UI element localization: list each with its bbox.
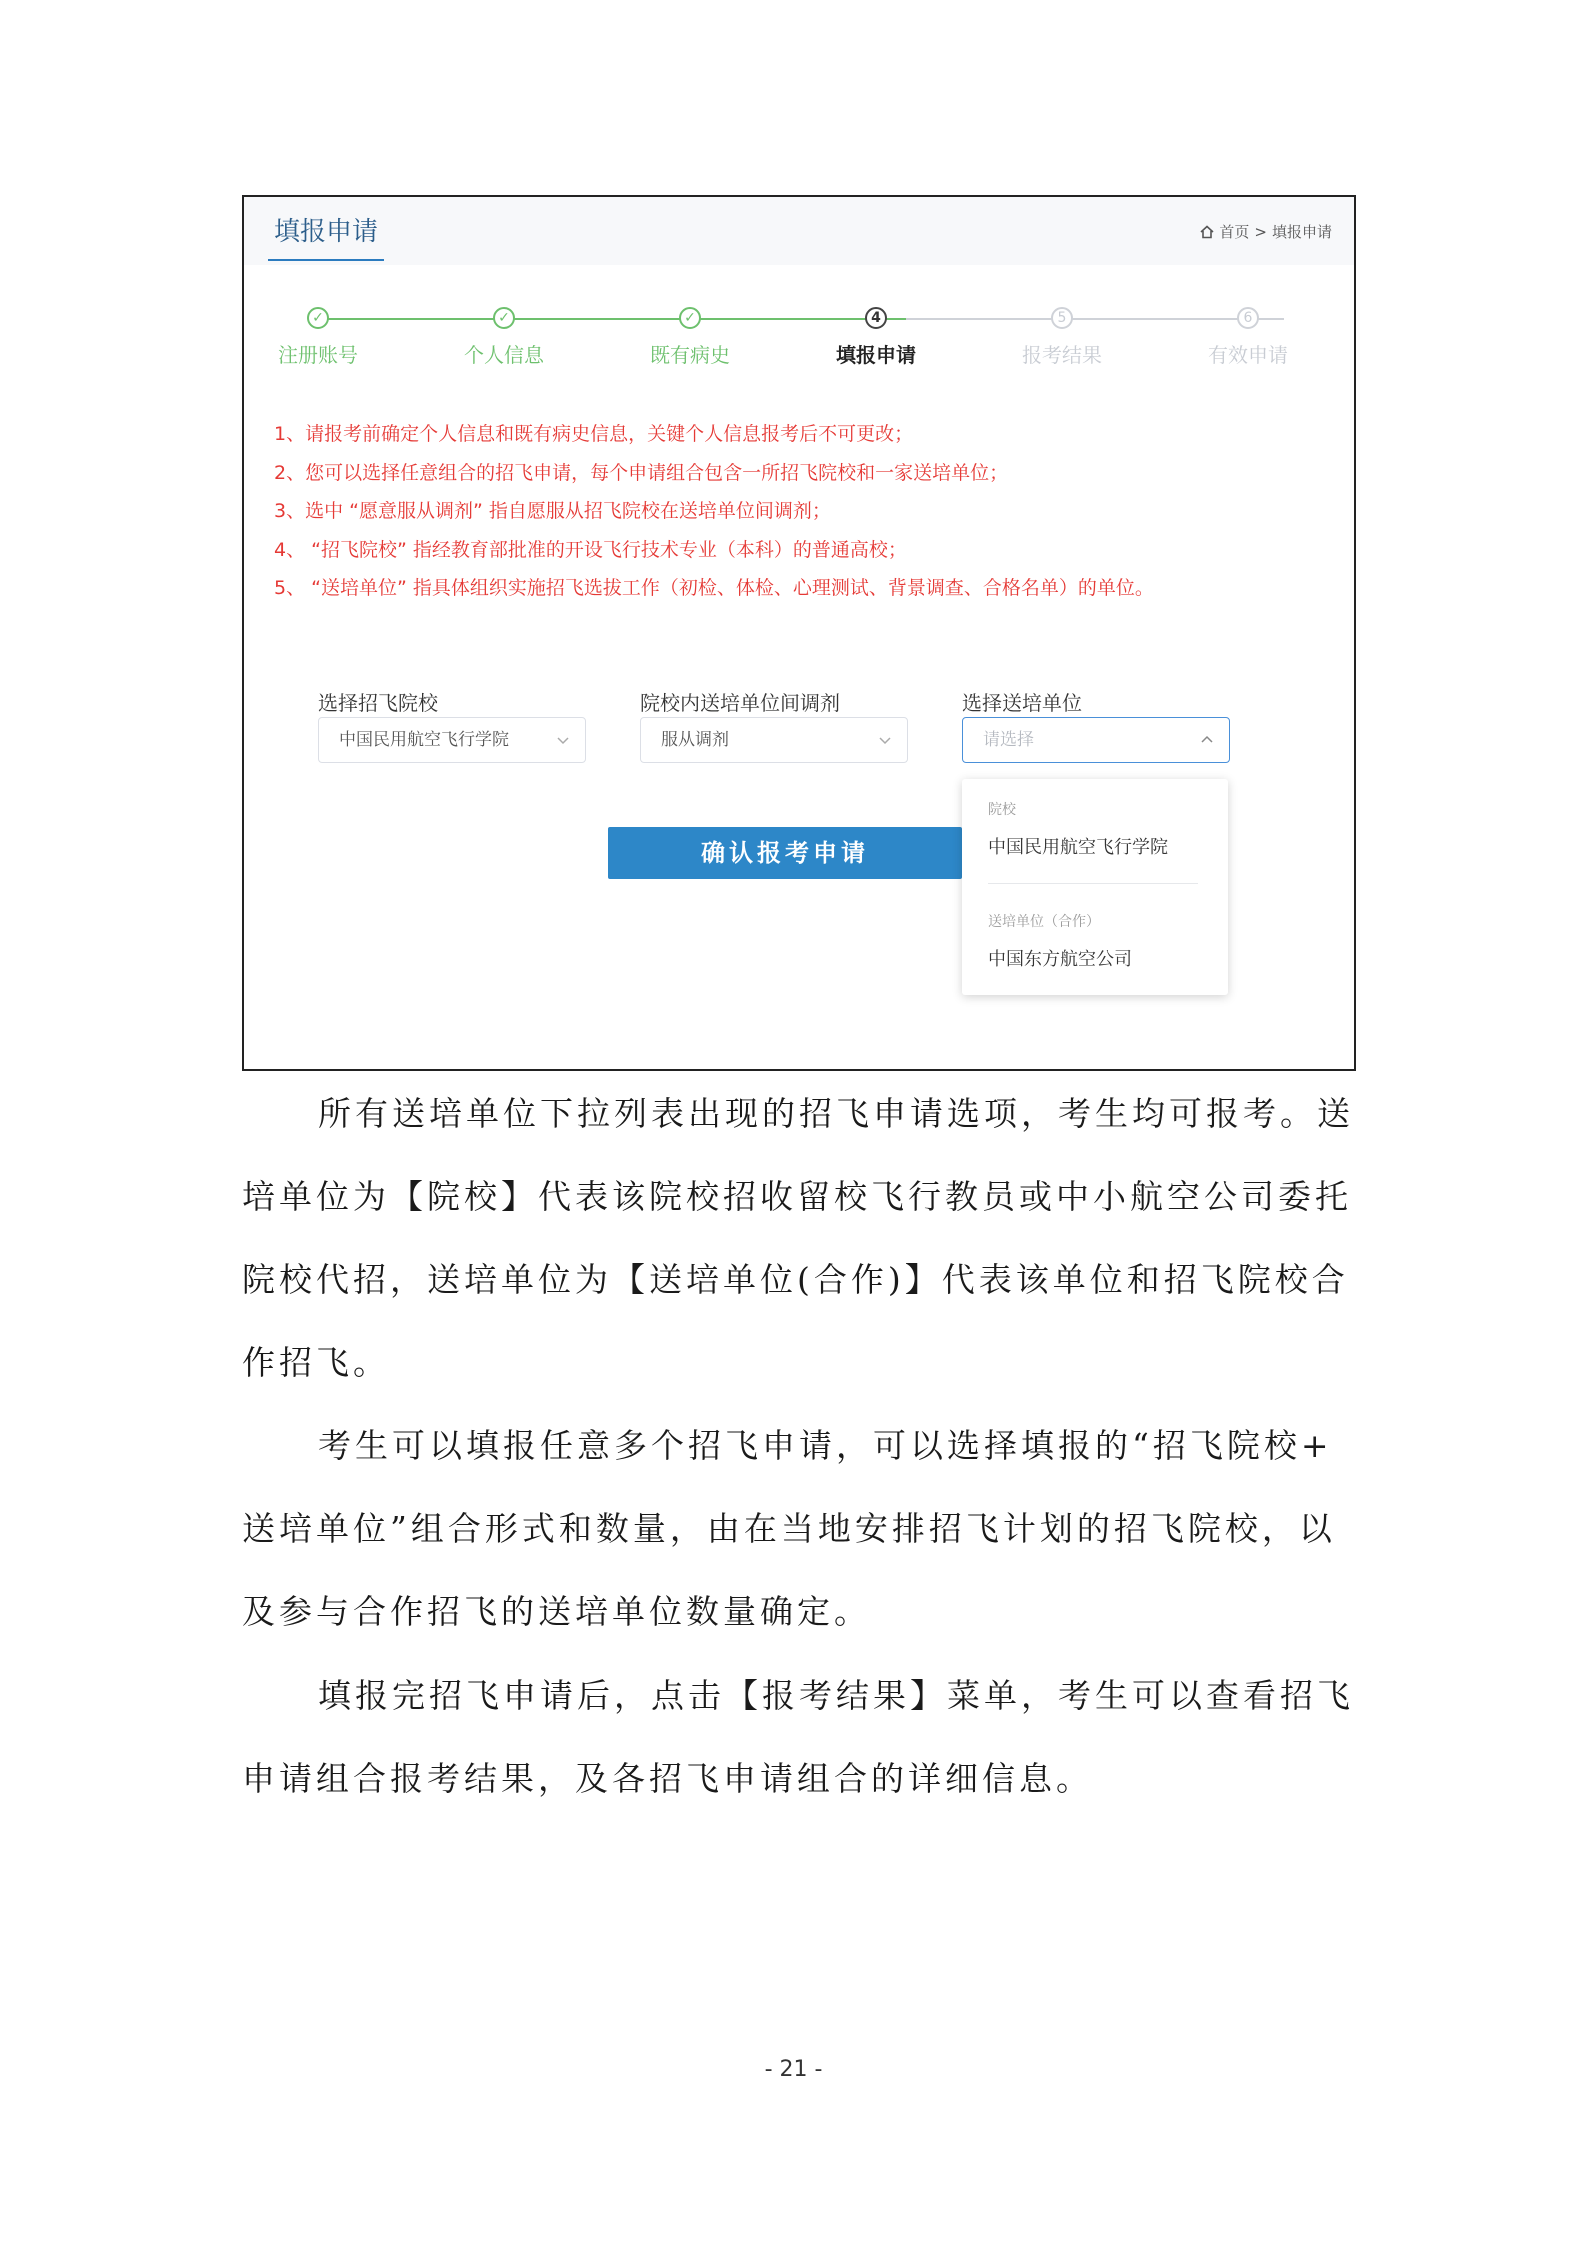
dropdown-divider: [988, 883, 1198, 884]
unit-select[interactable]: [962, 717, 1230, 763]
adjust-label: 院校内送培单位间调剂: [640, 691, 840, 715]
page-title: 填报申请: [274, 217, 379, 247]
paragraph-line: 申请组合报考结果，及各招飞申请组合的详细信息。: [242, 1759, 1093, 1798]
breadcrumb: [1200, 221, 1332, 242]
step-number: 6: [1237, 307, 1259, 329]
step-1: [248, 307, 388, 368]
unit-label: 选择送培单位: [962, 691, 1082, 715]
step-5: [992, 307, 1132, 368]
dropdown-group-unit: 送培单位（合作）: [988, 914, 1100, 930]
paragraph-line: 填报完招飞申请后，点击【报考结果】菜单，考生可以查看招飞: [318, 1676, 1354, 1715]
chevron-down-icon: [877, 732, 893, 748]
step-label: 有效申请: [1208, 343, 1288, 367]
check-icon: ✓: [493, 307, 515, 329]
step-label: 既有病史: [650, 343, 730, 367]
step-label: 报考结果: [1022, 343, 1102, 367]
paragraph-line: 考生可以填报任意多个招飞申请，可以选择填报的“招飞院校+: [318, 1426, 1333, 1465]
paragraph-1: [242, 1072, 1356, 1404]
step-6: [1178, 307, 1318, 368]
paragraph-line: 作招飞。: [242, 1343, 390, 1382]
breadcrumb-current: 填报申请: [1271, 223, 1332, 241]
step-2: [434, 307, 574, 368]
embedded-screenshot: [242, 195, 1356, 1071]
step-number: 5: [1051, 307, 1073, 329]
note-item: 5、 “送培单位” 指具体组织实施招飞选拔工作（初检、体检、心理测试、背景调查、合格名单）的单位。: [274, 577, 1154, 599]
confirm-apply-button[interactable]: 确认报考申请: [608, 827, 962, 879]
paragraph-line: 院校代招，送培单位为【送培单位(合作)】代表该单位和招飞院校合: [242, 1260, 1349, 1299]
note-item: 2、您可以选择任意组合的招飞申请，每个申请组合包含一所招飞院校和一家送培单位；: [274, 461, 1009, 484]
page-number: - 21 -: [764, 2057, 823, 2082]
school-label: 选择招飞院校: [318, 691, 438, 715]
paragraph-line: 送培单位”组合形式和数量，由在当地安排招飞计划的招飞院校，以: [242, 1509, 1336, 1548]
step-label: 个人信息: [464, 343, 544, 367]
unit-select-placeholder: 请选择: [983, 730, 1034, 750]
school-select[interactable]: [318, 717, 586, 763]
check-icon: ✓: [679, 307, 701, 329]
home-icon: [1200, 225, 1214, 239]
note-item: 1、请报考前确定个人信息和既有病史信息，关键个人信息报考后不可更改；: [274, 423, 914, 445]
step-label: 注册账号: [278, 343, 358, 367]
note-item: 4、 “招飞院校” 指经教育部批准的开设飞行技术专业（本科）的普通高校；: [274, 538, 907, 561]
chevron-down-icon: [555, 732, 571, 748]
adjust-select[interactable]: [640, 717, 908, 763]
paragraph-3: [242, 1654, 1356, 1820]
notes-list: [274, 415, 1154, 608]
dropdown-option-unit[interactable]: 中国东方航空公司: [988, 949, 1132, 970]
school-select-value: 中国民用航空飞行学院: [339, 730, 509, 750]
screenshot-header: [244, 197, 1354, 265]
breadcrumb-home[interactable]: 首页: [1219, 223, 1250, 241]
chevron-up-icon: [1199, 732, 1215, 748]
paragraph-line: 培单位为【院校】代表该院校招收留校飞行教员或中小航空公司委托: [242, 1177, 1352, 1216]
paragraph-line: 所有送培单位下拉列表出现的招飞申请选项，考生均可报考。送: [318, 1094, 1354, 1133]
step-3: [620, 307, 760, 368]
dropdown-group-school: 院校: [988, 802, 1016, 818]
dropdown-option-school[interactable]: 中国民用航空飞行学院: [988, 837, 1168, 858]
paragraph-line: 及参与合作招飞的送培单位数量确定。: [242, 1592, 871, 1631]
unit-dropdown-menu: [962, 779, 1228, 995]
check-icon: ✓: [307, 307, 329, 329]
adjust-select-value: 服从调剂: [661, 730, 729, 750]
step-number: 4: [865, 307, 887, 329]
step-4: [806, 307, 946, 368]
step-label: 填报申请: [836, 343, 916, 367]
paragraph-2: [242, 1404, 1356, 1653]
progress-steps: [244, 307, 1354, 367]
note-item: 3、选中 “愿意服从调剂” 指自愿服从招飞院校在送培单位间调剂；: [274, 500, 831, 522]
title-underline: [268, 259, 384, 261]
breadcrumb-separator: >: [1254, 222, 1267, 241]
